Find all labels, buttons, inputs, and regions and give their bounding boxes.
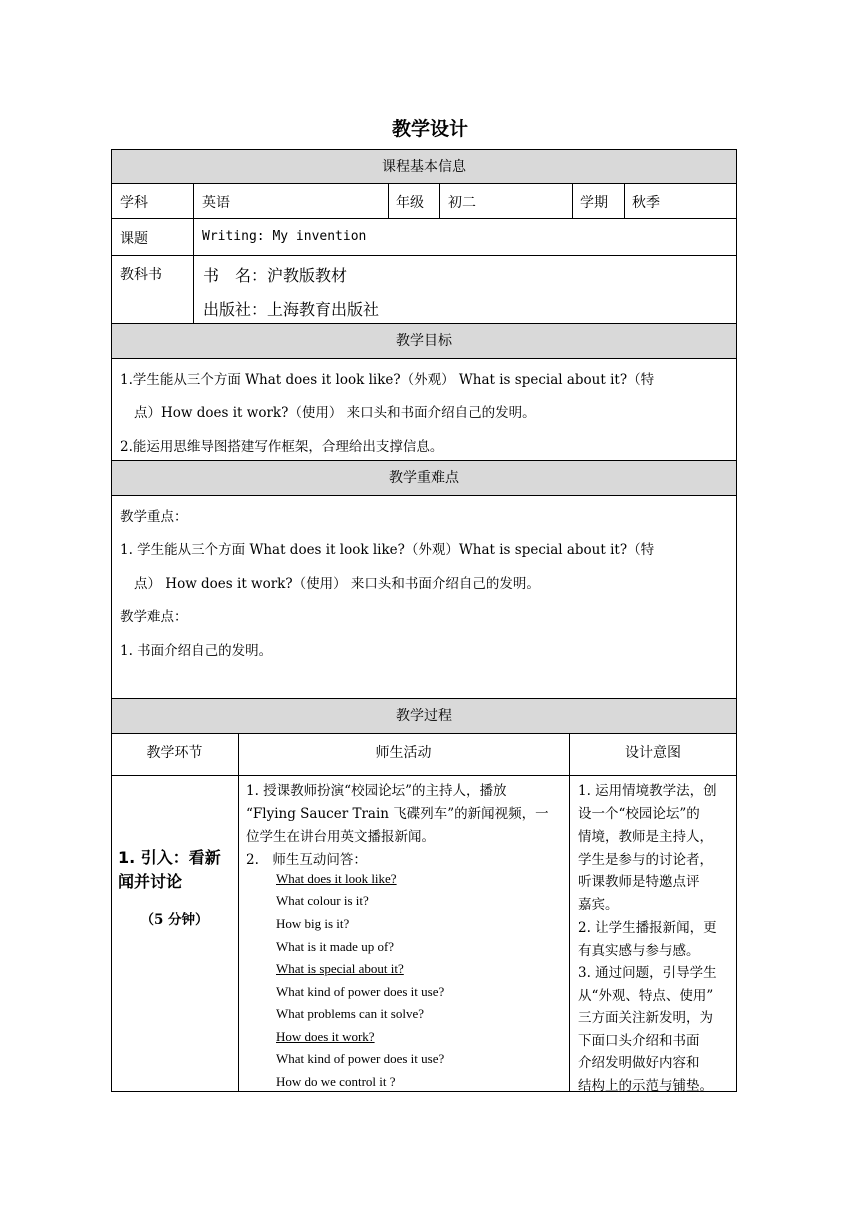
intent-line: 嘉宾。 [578,897,619,913]
question-item: What does it look like? [276,871,397,886]
col-stage: 教学环节 [146,745,203,761]
intent-line: 学生是参与的讨论者， [578,852,713,868]
grade-label: 年级 [396,195,424,211]
divider [238,775,239,1092]
basic-info-header [111,149,737,184]
textbook-name: 书 名：沪教版教材 [203,266,348,285]
topic-label: 课题 [120,231,148,247]
process-header [111,698,737,734]
textbook-publisher: 出版社：上海教育出版社 [203,300,380,319]
col-intent: 设计意图 [625,745,681,761]
intent-line: 情境，教师是主持人， [578,829,713,845]
question-item: What colour is it? [276,893,369,908]
divider [388,183,389,219]
divider [569,775,570,1092]
focus-line: 点） How does it work?（使用） 来口头和书面介绍自己的发明。 [134,576,540,592]
basic-info-header-text: 课程基本信息 [382,159,466,175]
key-points-header-text: 教学重难点 [389,470,459,486]
activity-line: “Flying Saucer Train 飞碟列车”的新闻视频，一 [246,806,549,822]
grade-value: 初二 [448,195,476,211]
intent-line: 3. 通过问题，引导学生 [578,965,717,981]
activity-line: 位学生在讲台用英文播报新闻。 [246,829,435,845]
intent-line: 介绍发明做好内容和 [578,1055,700,1071]
intent-line: 2. 让学生播报新闻，更 [578,920,717,936]
divider [193,183,194,219]
divider [193,218,194,256]
objective-line: 1.学生能从三个方面 What does it look like?（外观） What is special about it?（特 [120,372,655,388]
intent-line: 三方面关注新发明，为 [578,1010,713,1026]
question-item: What is special about it? [276,961,404,976]
stage-time: （5 分钟） [140,912,209,928]
page-title: 教学设计 [391,118,468,140]
intent-line: 有真实感与参与感。 [578,943,700,959]
divider [439,183,440,219]
intent-line: 听课教师是特邀点评 [578,874,700,890]
intent-line: 1. 运用情境教学法，创 [578,783,717,799]
key-points-header [111,460,737,496]
intent-line: 从“外观、特点、使用” [578,988,714,1004]
question-item: What is it made up of? [276,939,395,954]
subject-value: 英语 [202,195,230,211]
stage-title: 闻并讨论 [118,872,183,891]
objectives-header [111,323,737,359]
question-item: What problems can it solve? [276,1006,425,1021]
question-item: What kind of power does it use? [276,1051,445,1066]
question-item: What kind of power does it use? [276,984,445,999]
question-item: How big is it? [276,916,350,931]
process-header-text: 教学过程 [396,708,452,724]
divider [624,183,625,219]
key-points-body [111,495,737,699]
intent-line: 下面口头介绍和书面 [578,1033,700,1049]
question-item: How does it work? [276,1029,375,1044]
objective-line: 2.能运用思维导图搭建写作框架，合理给出支撑信息。 [120,439,444,455]
topic-value: Writing: My invention [202,229,367,244]
textbook-label: 教科书 [120,267,162,283]
intent-line: 设一个“校园论坛”的 [578,806,700,822]
term-value: 秋季 [632,195,660,211]
activity-line: 1. 授课教师扮演“校园论坛”的主持人，播放 [246,783,507,799]
divider [193,255,194,324]
question-item: How do we control it ? [276,1074,396,1089]
activity-line: 2. 师生互动问答： [246,852,367,868]
col-activity: 师生活动 [375,745,432,761]
objectives-header-text: 教学目标 [396,333,452,349]
subject-label: 学科 [120,195,148,211]
intent-line: 结构上的示范与铺垫。 [578,1078,713,1094]
difficulty-label: 教学难点： [120,609,188,625]
difficulty-line: 1. 书面介绍自己的发明。 [120,643,273,659]
term-label: 学期 [580,195,608,211]
divider [572,183,573,219]
objective-line: 点）How does it work?（使用） 来口头和书面介绍自己的发明。 [134,405,536,421]
focus-line: 1. 学生能从三个方面 What does it look like?（外观）What is special about it?（特 [120,542,655,558]
stage-title: 1. 引入：看新 [118,848,221,867]
focus-label: 教学重点： [120,509,188,525]
